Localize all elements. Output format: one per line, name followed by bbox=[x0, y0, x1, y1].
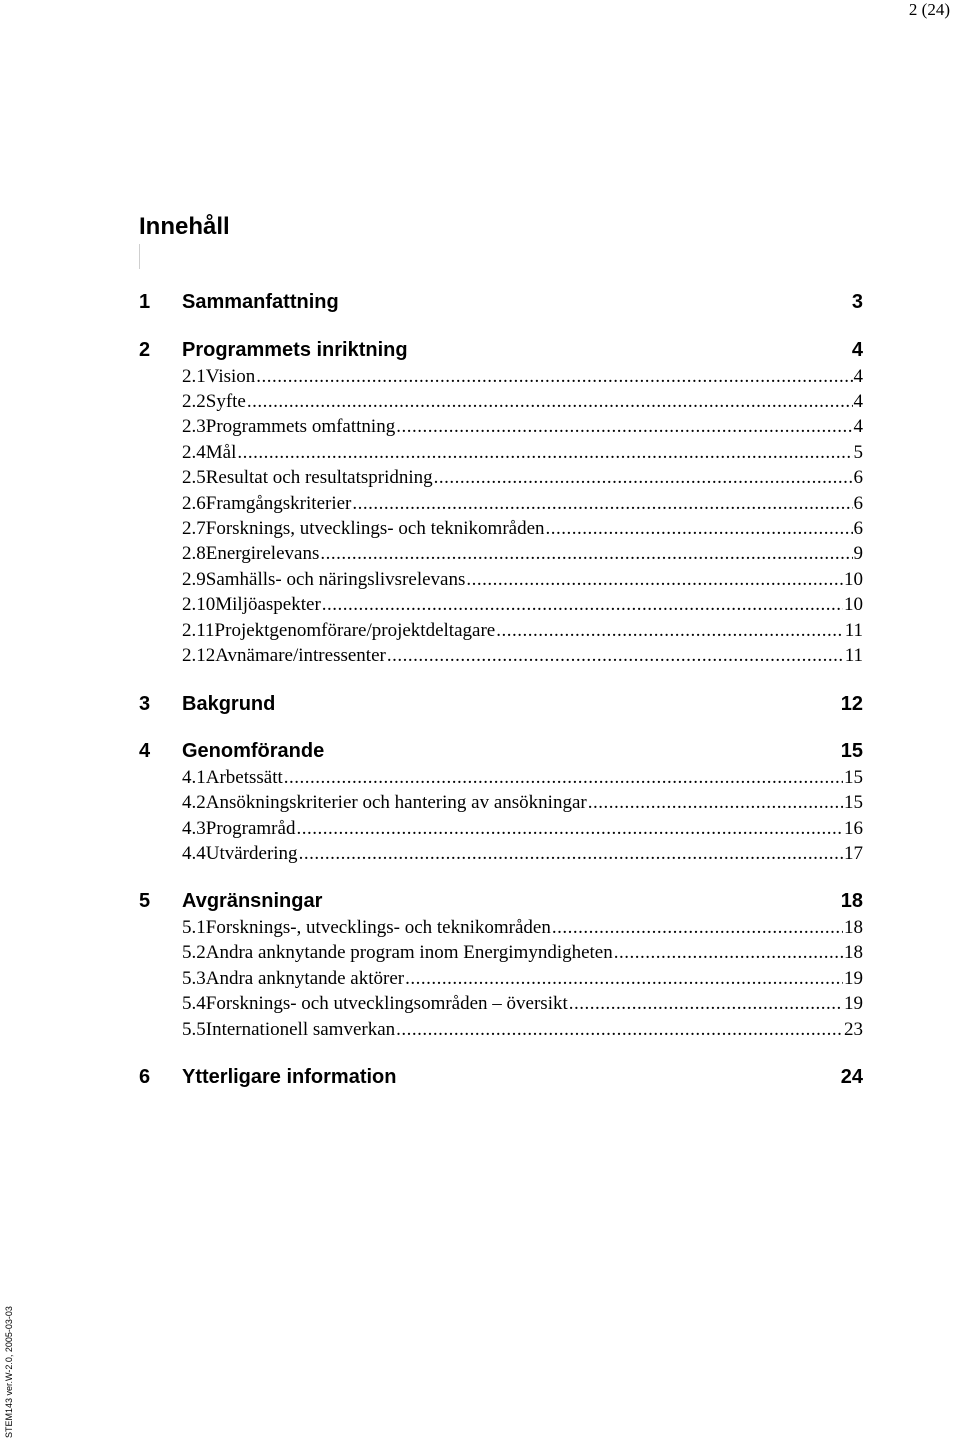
entry-title: Projektgenomförare/projektdeltagare bbox=[214, 620, 496, 641]
entry-title: Utvärdering bbox=[205, 843, 298, 864]
section-number: 1 bbox=[139, 291, 151, 313]
toc-section-2[interactable] bbox=[139, 337, 863, 363]
section-title: Avgränsningar bbox=[182, 890, 323, 912]
entry-title: Miljöaspekter bbox=[215, 594, 321, 615]
dot-leader bbox=[256, 364, 852, 389]
entry-page: 9 bbox=[853, 543, 863, 564]
section-number: 4 bbox=[139, 740, 151, 762]
toc-entry-2-12[interactable] bbox=[139, 643, 863, 668]
dot-leader bbox=[322, 592, 843, 617]
section-number: 6 bbox=[139, 1066, 151, 1088]
entry-title: Avnämare/intressenter bbox=[215, 645, 386, 666]
section-title: Programmets inriktning bbox=[182, 339, 408, 361]
toc-entry-2-1[interactable] bbox=[139, 364, 863, 389]
toc-entry-5-1[interactable] bbox=[139, 915, 863, 940]
dot-leader bbox=[296, 816, 843, 841]
section-page: 24 bbox=[840, 1066, 863, 1088]
entry-page: 4 bbox=[853, 416, 863, 437]
entry-title: Andra anknytande aktörer bbox=[205, 968, 405, 989]
entry-page: 11 bbox=[844, 645, 863, 666]
entry-number: 5.5 bbox=[182, 1019, 206, 1040]
toc-entry-4-3[interactable] bbox=[139, 816, 863, 841]
toc-entry-4-4[interactable] bbox=[139, 841, 863, 866]
entry-number: 2.6 bbox=[182, 493, 206, 514]
toc-entry-4-1[interactable] bbox=[139, 765, 863, 790]
dot-leader bbox=[434, 465, 853, 490]
entry-title: Forsknings- och utvecklingsområden – översikt bbox=[205, 993, 568, 1014]
entry-title: Energirelevans bbox=[205, 543, 320, 564]
entry-page: 4 bbox=[853, 391, 863, 412]
section-number: 2 bbox=[139, 339, 151, 361]
entry-page: 15 bbox=[844, 792, 863, 813]
entry-title: Mål bbox=[205, 442, 237, 463]
form-version-label: STEM143 ver.W-2.0, 2005-03-03 bbox=[4, 1306, 14, 1438]
entry-title: Programråd bbox=[205, 818, 296, 839]
entry-number: 2.1 bbox=[182, 366, 206, 387]
entry-number: 2.3 bbox=[182, 416, 206, 437]
entry-page: 19 bbox=[844, 968, 863, 989]
dot-leader bbox=[546, 516, 853, 541]
toc-entry-2-6[interactable] bbox=[139, 491, 863, 516]
entry-number: 5.3 bbox=[182, 968, 206, 989]
toc-entry-5-3[interactable] bbox=[139, 966, 863, 991]
entry-number: 2.11 bbox=[182, 620, 215, 641]
section-number: 3 bbox=[139, 693, 151, 715]
table-of-contents bbox=[139, 0, 863, 1440]
entry-page: 6 bbox=[853, 467, 863, 488]
entry-number: 5.1 bbox=[182, 917, 206, 938]
section-number: 5 bbox=[139, 890, 151, 912]
entry-number: 4.3 bbox=[182, 818, 206, 839]
toc-section-1[interactable] bbox=[139, 289, 863, 315]
section-title: Ytterligare information bbox=[182, 1066, 397, 1088]
dot-leader bbox=[387, 643, 844, 668]
entry-page: 23 bbox=[844, 1019, 863, 1040]
toc-section-4[interactable] bbox=[139, 738, 863, 764]
toc-entry-2-7[interactable] bbox=[139, 516, 863, 541]
entry-title: Forsknings-, utvecklings- och teknikområden bbox=[205, 917, 551, 938]
entry-page: 10 bbox=[844, 594, 863, 615]
page-number: 2 (24) bbox=[908, 0, 950, 19]
dot-leader bbox=[552, 915, 843, 940]
entry-page: 10 bbox=[844, 569, 863, 590]
entry-number: 2.10 bbox=[182, 594, 216, 615]
entry-title: Internationell samverkan bbox=[205, 1019, 396, 1040]
dot-leader bbox=[320, 541, 852, 566]
entry-number: 2.5 bbox=[182, 467, 206, 488]
dot-leader bbox=[237, 440, 852, 465]
entry-number: 2.8 bbox=[182, 543, 206, 564]
entry-number: 4.1 bbox=[182, 767, 206, 788]
entry-number: 2.7 bbox=[182, 518, 206, 539]
toc-entry-2-11[interactable] bbox=[139, 618, 863, 643]
dot-leader bbox=[352, 491, 852, 516]
entry-title: Samhälls- och näringslivsrelevans bbox=[205, 569, 466, 590]
toc-entry-5-5[interactable] bbox=[139, 1017, 863, 1042]
toc-entry-2-10[interactable] bbox=[139, 592, 863, 617]
entry-number: 2.12 bbox=[182, 645, 216, 666]
toc-entry-2-5[interactable] bbox=[139, 465, 863, 490]
toc-section-3[interactable] bbox=[139, 691, 863, 717]
toc-entry-2-4[interactable] bbox=[139, 440, 863, 465]
entry-title: Programmets omfattning bbox=[205, 416, 396, 437]
dot-leader bbox=[588, 790, 843, 815]
dot-leader bbox=[496, 618, 843, 643]
entry-title: Ansökningskriterier och hantering av ansökningar bbox=[205, 792, 587, 813]
entry-number: 5.2 bbox=[182, 942, 206, 963]
entry-page: 18 bbox=[844, 917, 863, 938]
entry-page: 6 bbox=[853, 518, 863, 539]
dot-leader bbox=[284, 765, 843, 790]
section-page: 3 bbox=[851, 291, 863, 313]
entry-title: Framgångskriterier bbox=[205, 493, 352, 514]
entry-page: 6 bbox=[853, 493, 863, 514]
entry-page: 18 bbox=[844, 942, 863, 963]
dot-leader bbox=[396, 414, 852, 439]
toc-entry-2-9[interactable] bbox=[139, 567, 863, 592]
section-page: 18 bbox=[840, 890, 863, 912]
toc-entry-5-2[interactable] bbox=[139, 940, 863, 965]
entry-page: 4 bbox=[853, 366, 863, 387]
entry-page: 17 bbox=[844, 843, 863, 864]
dot-leader bbox=[299, 841, 843, 866]
section-page: 15 bbox=[840, 740, 863, 762]
section-title: Sammanfattning bbox=[182, 291, 339, 313]
toc-entry-5-4[interactable] bbox=[139, 991, 863, 1016]
entry-number: 4.2 bbox=[182, 792, 206, 813]
entry-title: Vision bbox=[205, 366, 256, 387]
toc-entry-2-3[interactable] bbox=[139, 414, 863, 439]
dot-leader bbox=[405, 966, 843, 991]
entry-title: Resultat och resultatspridning bbox=[205, 467, 433, 488]
entry-title: Forsknings, utvecklings- och teknikområden bbox=[205, 518, 545, 539]
entry-title: Syfte bbox=[205, 391, 246, 412]
entry-number: 2.2 bbox=[182, 391, 206, 412]
toc-entry-2-2[interactable] bbox=[139, 389, 863, 414]
entry-title: Andra anknytande program inom Energimyndigheten bbox=[205, 942, 613, 963]
toc-entry-4-2[interactable] bbox=[139, 790, 863, 815]
toc-title: Innehåll bbox=[139, 213, 230, 240]
entry-page: 19 bbox=[844, 993, 863, 1014]
toc-section-6[interactable] bbox=[139, 1064, 863, 1090]
section-title: Bakgrund bbox=[182, 693, 276, 715]
entry-page: 11 bbox=[844, 620, 863, 641]
entry-page: 15 bbox=[844, 767, 863, 788]
dot-leader bbox=[247, 389, 853, 414]
dot-leader bbox=[466, 567, 843, 592]
section-title: Genomförande bbox=[182, 740, 325, 762]
dot-leader bbox=[396, 1017, 843, 1042]
entry-title: Arbetssätt bbox=[205, 767, 283, 788]
dot-leader bbox=[569, 991, 843, 1016]
entry-number: 5.4 bbox=[182, 993, 206, 1014]
entry-page: 16 bbox=[844, 818, 863, 839]
dot-leader bbox=[614, 940, 843, 965]
section-page: 4 bbox=[851, 339, 863, 361]
entry-number: 2.4 bbox=[182, 442, 206, 463]
toc-entry-2-8[interactable] bbox=[139, 541, 863, 566]
section-page: 12 bbox=[840, 693, 863, 715]
toc-section-5[interactable] bbox=[139, 888, 863, 914]
entry-page: 5 bbox=[853, 442, 863, 463]
entry-number: 4.4 bbox=[182, 843, 206, 864]
entry-number: 2.9 bbox=[182, 569, 206, 590]
